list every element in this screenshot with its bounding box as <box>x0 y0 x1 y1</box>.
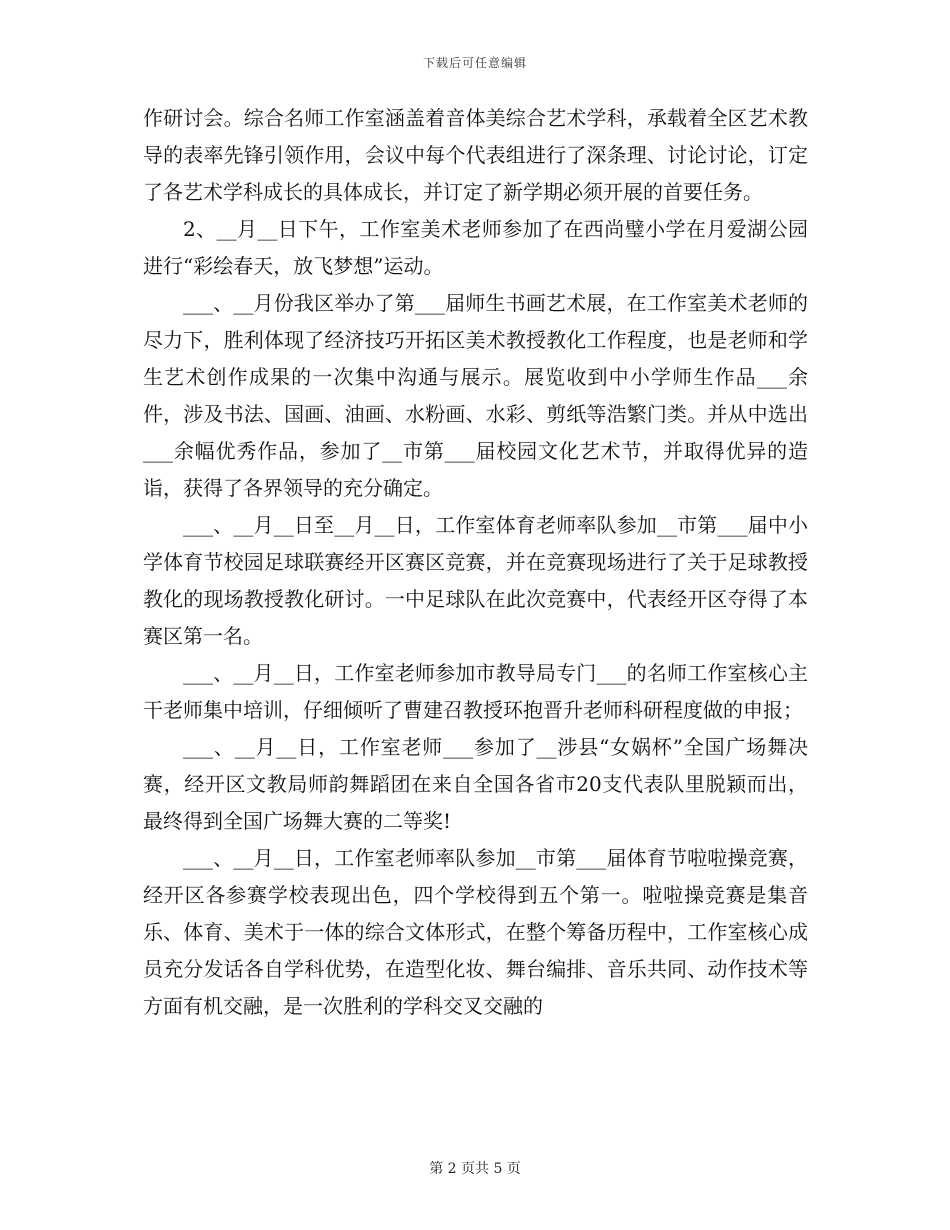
document-body <box>143 100 808 1025</box>
paragraph-2: 2、__月__日下午，工作室美术老师参加了在西尚璧小学在月爱湖公园进行“彩绘春天，放飞梦想”运动。 <box>143 217 808 278</box>
paragraph-3: ___、__月份我区举办了第___届师生书画艺术展，在工作室美术老师的尽力下，胜利体现了经济技巧开拓区美术教授教化工作程度，也是老师和学生艺术创作成果的一次集中沟通与展示。展览收到中小学师生作品___余件，涉及书法、国画、油画、水粉画、水彩、剪纸等浩繁门类。并从中选出___余幅优秀作品，参加了__市第___届校园文化艺术节，并取得优异的造诣，获得了各界领导的充分确定。 <box>143 291 808 500</box>
page-header: 下载后可任意编辑 <box>422 56 527 70</box>
paragraph-1: 作研讨会。综合名师工作室涵盖着音体美综合艺术学科，承载着全区艺术教导的表率先锋引领作用，会议中每个代表组进行了深条理、讨论讨论，订定了各艺术学科成长的具体成长，并订定了新学期必须开展的首要任务。 <box>143 106 808 204</box>
paragraph-7: ___、__月__日，工作室老师率队参加__市第___届体育节啦啦操竞赛，经开区各参赛学校表现出色，四个学校得到五个第一。啦啦操竞赛是集音乐、体育、美术于一体的综合文体形式，在整个筹备历程中，工作室核心成员充分发话各自学科优势，在造型化妆、舞台编排、音乐共同、动作技术等方面有机交融，是一次胜利的学科交叉交融的 <box>143 846 808 1018</box>
page-number-footer: 第 2 页共 5 页 <box>429 1161 521 1177</box>
paragraph-5: ___、__月__日，工作室老师参加市教导局专门___的名师工作室核心主干老师集中培训，仔细倾听了曹建召教授环抱晋升老师科研程度做的申报； <box>143 661 808 722</box>
paragraph-6: ___、__月__日，工作室老师___参加了__涉县“女娲杯”全国广场舞决赛，经开区文教局师韵舞蹈团在来自全国各省市20支代表队里脱颖而出，最终得到全国广场舞大赛的二等奖! <box>143 735 808 833</box>
paragraph-4: ___、__月__日至__月__日，工作室体育老师率队参加__市第___届中小学体育节校园足球联赛经开区赛区竞赛，并在竞赛现场进行了关于足球教授教化的现场教授教化研讨。一中足球队在此次竞赛中，代表经开区夺得了本赛区第一名。 <box>143 513 808 648</box>
